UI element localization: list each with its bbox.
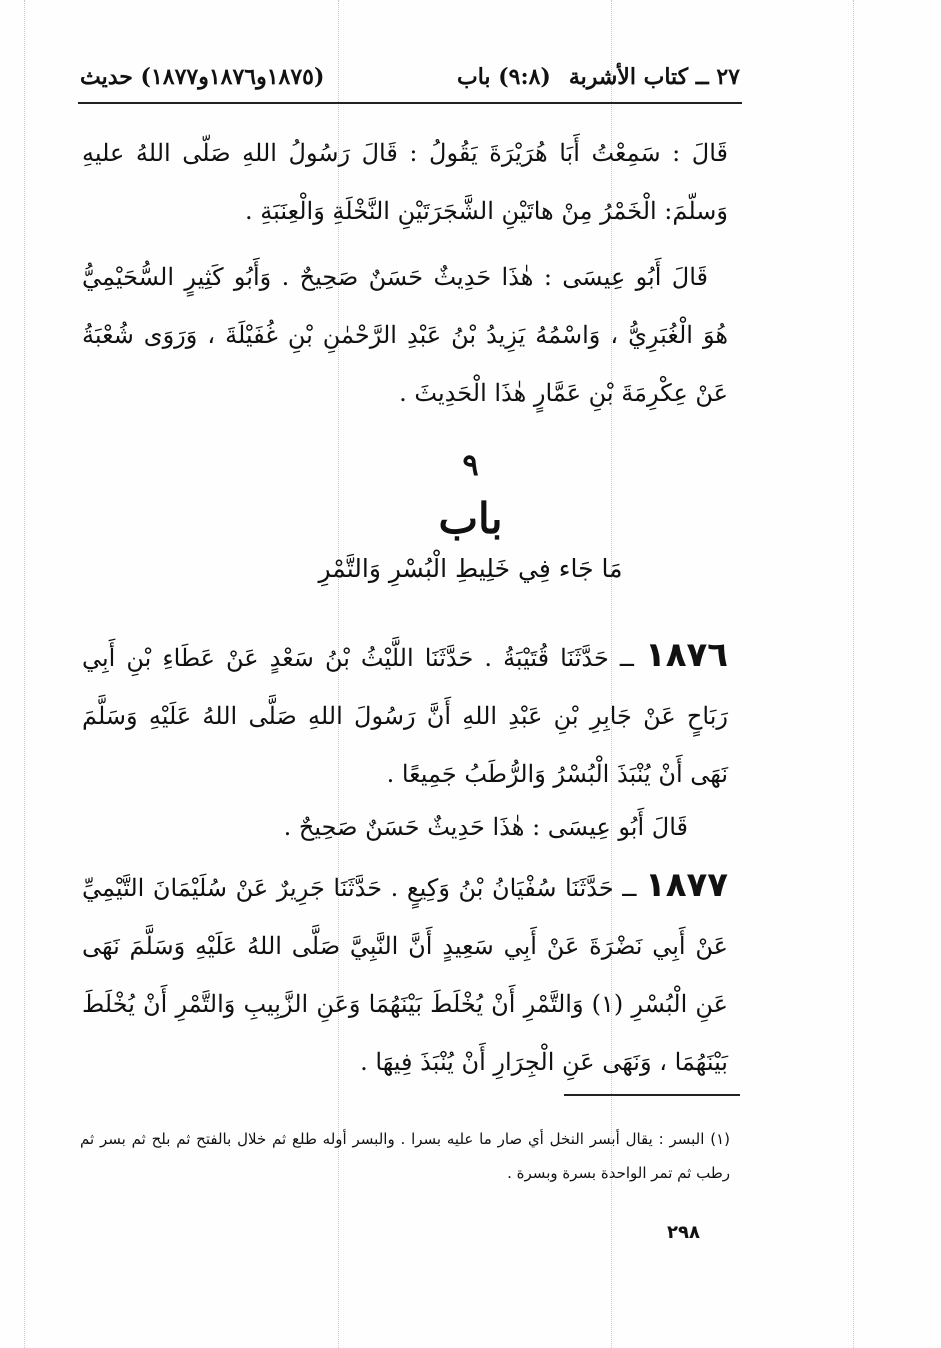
footnote: (١) البسر : يقال أبسر النخل أي صار ما عليه بسرا . والبسر أوله طلع ثم خلال بالفتح ثم بلح ثم بسر ثم رطب ثم تمر الواحدة بسرة وبسرة .	[80, 1130, 730, 1182]
scan-line	[24, 0, 25, 1348]
chapter-title: باب	[438, 494, 503, 543]
paragraph: قَالَ : سَمِعْتُ أَبَا هُرَيْرَةَ يَقُولُ : قَالَ رَسُولُ اللهِ صَلّى اللهُ عليهِ وَسلّمَ: الْخَمْرُ مِنْ هاتَيْنِ الشَّجَرَتَيْنِ النَّخْلَةِ وَالْعِنَبَةِ .	[82, 139, 728, 225]
hadith-reference: (١٨٧٥و١٨٧٦و١٨٧٧) حديث	[80, 64, 325, 90]
paragraph: قَالَ أَبُو عِيسَى : هٰذَا حَدِيثٌ حَسَنٌ صَحِيحٌ . وَأَبُو كَثِيرٍ السُّحَيْمِيُّ هُوَ الْغُبَرِيُّ ، وَاسْمُهُ يَزِيدُ بْنُ عَبْدِ الرَّحْمٰنِ بْنِ غُفَيْلَةَ ، وَرَوَى شُعْبَةُ عَنْ عِكْرِمَةَ بْنِ عَمَّارٍ هٰذَا الْحَدِيثَ .	[82, 263, 728, 407]
hadith-1877	[82, 856, 728, 1091]
header-rule	[78, 102, 742, 104]
header-right-group	[457, 64, 740, 90]
hadith-1876	[82, 626, 728, 803]
hadith-1876-comment: قَالَ أَبُو عِيسَى : هٰذَا حَدِيثٌ حَسَنٌ صَحِيحٌ .	[283, 813, 688, 841]
page-number: ٢٩٨	[667, 1222, 700, 1243]
running-header	[80, 58, 740, 96]
scan-line	[853, 0, 854, 1348]
hadith-number: ١٨٧٧	[644, 865, 728, 905]
book-title: ٢٧ ــ كتاب الأشربة	[568, 64, 740, 90]
chapter-reference: (٩:٨) باب	[457, 64, 551, 90]
chapter-number: ٩	[462, 448, 479, 483]
hadith-text: ــ حَدَّثَنَا قُتَيْبَةُ . حَدَّثَنَا اللَّيْثُ بْنُ سَعْدٍ عَنْ عَطَاءِ بْنِ أَبِي رَبَاحٍ عَنْ جَابِرِ بْنِ عَبْدِ اللهِ أَنَّ رَسُولَ اللهِ صَلَّى اللهُ عَلَيْهِ وَسَلَّمَ نَهَى أَنْ يُنْبَذَ الْبُسْرُ وَالرُّطَبُ جَمِيعًا .	[82, 644, 728, 788]
hadith-text: ــ حَدَّثَنَا سُفْيَانُ بْنُ وَكِيعٍ . حَدَّثَنَا جَرِيرٌ عَنْ سُلَيْمَانَ التَّيْمِيِّ عَنْ أَبِي نَضْرَةَ عَنْ أَبِي سَعِيدٍ أَنَّ النَّبِيَّ صَلَّى اللهُ عَلَيْهِ وَسَلَّمَ نَهَى عَنِ الْبُسْرِ (١) وَالتَّمْرِ أَنْ يُخْلَطَ بَيْنَهُمَا وَعَنِ الزَّبِيبِ وَالتَّمْرِ أَنْ يُخْلَطَ بَيْنَهُمَا ، وَنَهَى عَنِ الْجِرَارِ أَنْ يُنْبَذَ فِيهَا .	[82, 874, 728, 1076]
hadith-number: ١٨٧٦	[644, 635, 728, 675]
footnote-rule	[564, 1094, 740, 1096]
chapter-subtitle: مَا جَاء فِي خَلِيطِ الْبُسْرِ وَالتَّمْرِ	[318, 554, 623, 583]
